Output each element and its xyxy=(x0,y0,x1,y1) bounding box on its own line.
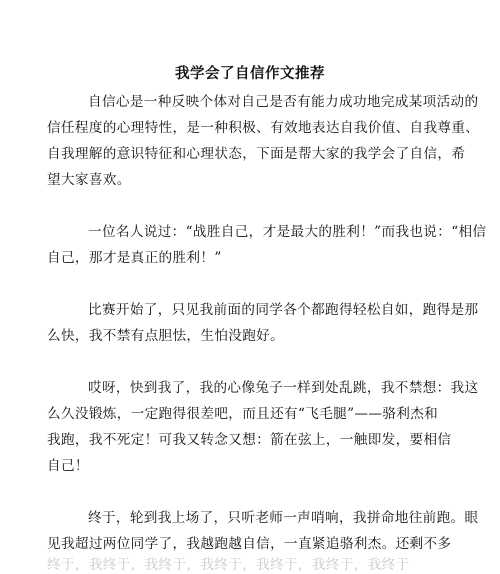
paragraph-4-line-2: 么久没锻炼，一定跑得很差吧，而且还有“飞毛腿”——骆利杰和 xyxy=(47,406,439,422)
paragraph-4-line-1: 哎呀，快到我了，我的心像兔子一样到处乱跳，我不禁想：我这 xyxy=(88,380,479,396)
paragraph-2-line-2: 自己，那才是真正的胜利！” xyxy=(47,250,222,266)
paragraph-3-line-2: 么快，我不禁有点胆怯，生怕没跑好。 xyxy=(47,328,285,344)
paragraph-5-line-1: 终于，轮到我上场了，只听老师一声哨响，我拼命地往前跑。眼 xyxy=(88,510,479,526)
paragraph-1-line-4: 望大家喜欢。 xyxy=(47,172,131,188)
paragraph-1-line-1: 自信心是一种反映个体对自己是否有能力成功地完成某项活动的 xyxy=(88,94,479,110)
paragraph-2-line-1: 一位名人说过：“战胜自己，才是最大的胜利！”而我也说：“相信 xyxy=(88,224,487,240)
paragraph-5-line-2: 见我超过两位同学了，我越跑越自信，一直紧追骆利杰。还剩不多 xyxy=(47,536,452,552)
paragraph-5-line-3: 终于，我终于，我终于，我终于，我终于，我终于，我终于 xyxy=(47,557,410,573)
paragraph-1-line-3: 自我理解的意识特征和心理状态，下面是帮大家的我学会了自信，希 xyxy=(47,146,466,162)
paragraph-4-line-3: 我跑，我不死定！可我又转念又想：箭在弦上，一触即发，要相信 xyxy=(47,432,452,448)
document-title: 我学会了自信作文推荐 xyxy=(175,65,325,82)
paragraph-1-line-2: 信任程度的心理特性，是一种积极、有效地表达自我价值、自我尊重、 xyxy=(47,120,480,136)
paragraph-3-line-1: 比赛开始了，只见我前面的同学各个都跑得轻松自如，跑得是那 xyxy=(88,302,479,318)
paragraph-4-line-4: 自己！ xyxy=(47,458,89,474)
